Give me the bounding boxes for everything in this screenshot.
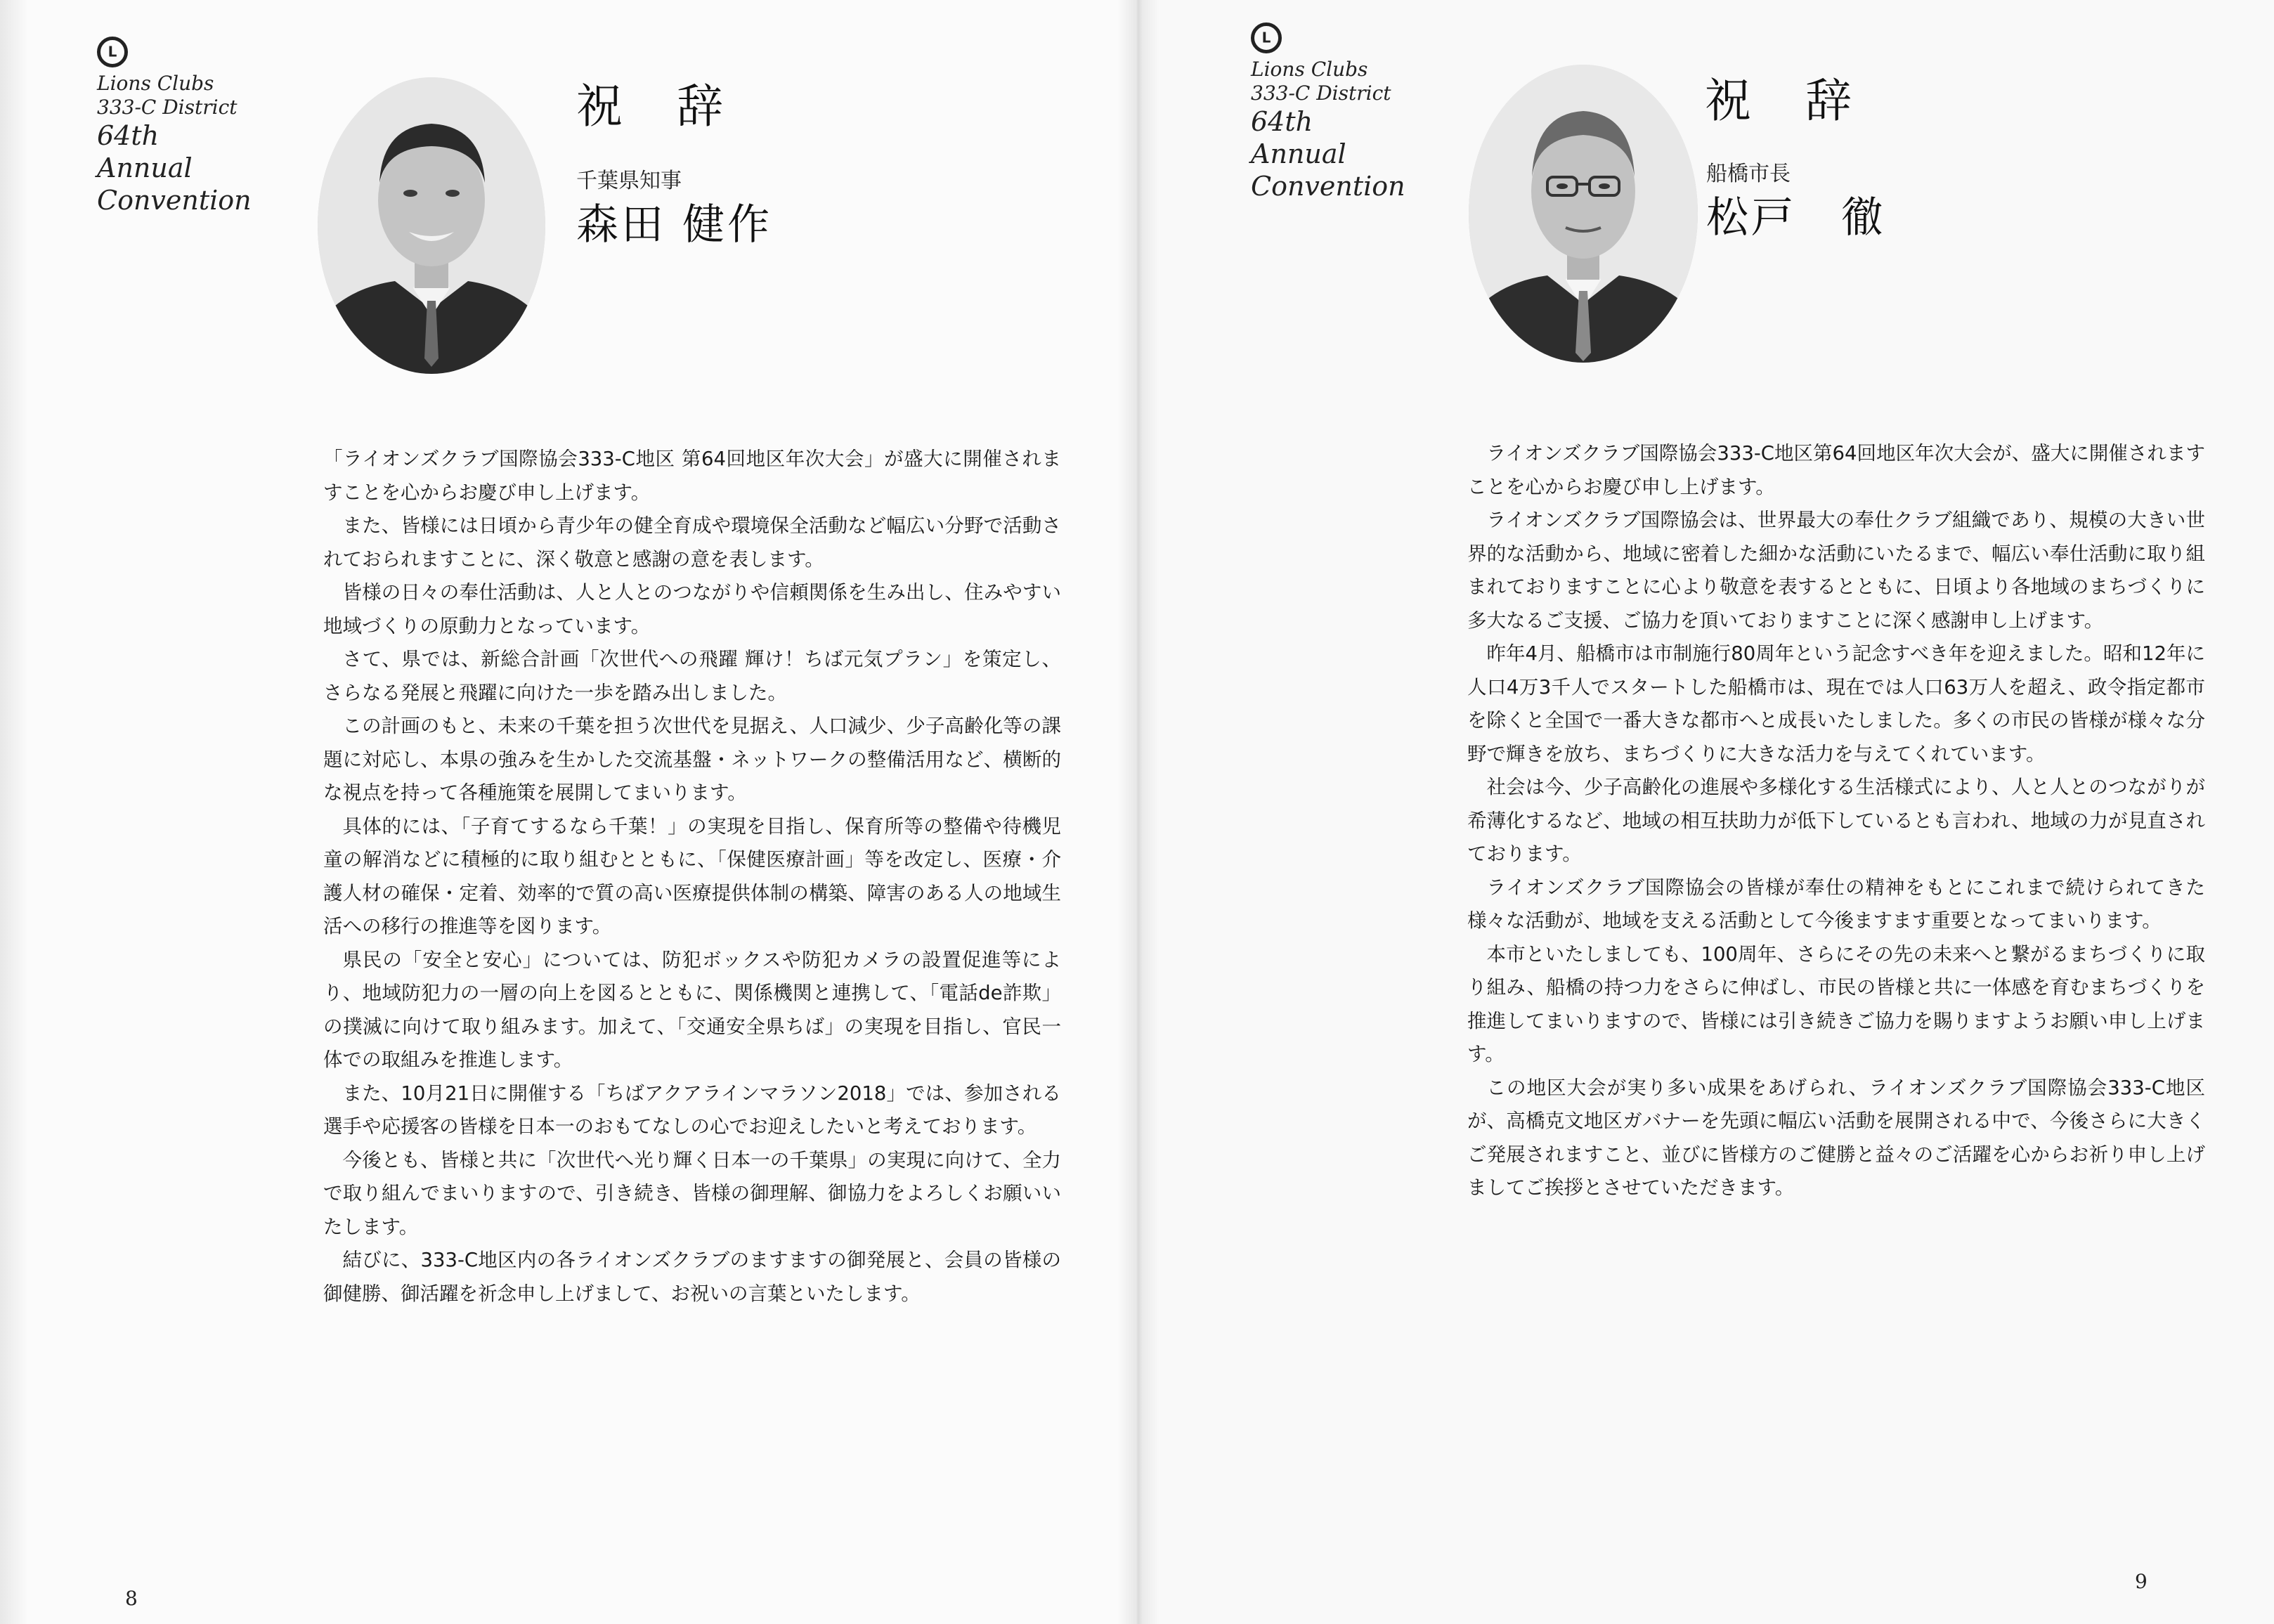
masthead [1251,22,1434,202]
masthead-line-org: Lions Clubs [97,72,214,95]
paragraph: 社会は今、少子高齢化の進展や多様化する生活様式により、人と人とのつながりが希薄化するなど、地域の相互扶助力が低下しているとも言われ、地域の力が見直されております。 [1467,776,2205,865]
paragraph: また、10月21日に開催する「ちばアクアラインマラソン2018」では、参加される選手や応援客の皆様を日本一のおもてなしの心でお迎えしたいと考えております。 [323,1081,1061,1138]
portrait-governor-image [318,77,545,374]
page-title: 祝 辞 [576,79,743,134]
book-gutter [1117,0,1159,1624]
paragraph: 本市といたしましても、100周年、さらにその先の未来へと繋がるまちづくりに取り組み、船橋の持つ力をさらに伸ばし、市民の皆様と共に一体感を育むまちづくりを推進してまいりますので、皆様には引き続きご協力を賜りますようお願い申し上げます。 [1467,942,2205,1065]
paragraph: ライオンズクラブ国際協会の皆様が奉仕の精神をもとにこれまで続けられてきた様々な活動が、地域を支える活動として今後ますます重要となってまいります。 [1467,876,2205,932]
masthead-line-org: Lions Clubs [1251,58,1368,81]
page-number: 9 [2135,1570,2148,1593]
page-number: 8 [125,1587,138,1610]
masthead-line-edition: 64th [1251,106,1313,137]
paragraph: ライオンズクラブ国際協会は、世界最大の奉仕クラブ組織であり、規模の大きい世界的な活動から、地域に密着した細かな活動にいたるまで、幅広い奉仕活動に取り組まれておりますことに心より敬意を表するとともに、日頃より各地域のまちづくりに多大なるご支援、ご協力を頂いておりますことに深く感謝申し上げます。 [1467,509,2205,632]
page-title: 祝 辞 [1705,74,1871,128]
masthead-line-convention: Convention [1251,171,1405,202]
portrait-governor [318,77,545,374]
portrait-mayor [1469,65,1698,363]
paragraph: この地区大会が実り多い成果をあげられ、ライオンズクラブ国際協会333-C地区が、高橋克文地区ガバナーを先頭に幅広い活動を展開される中で、今後さらに大きくご発展されますこと、並びに皆様方のご健勝と益々のご活躍を心からお祈り申し上げましてご挨拶とさせていただきます。 [1467,1076,2205,1199]
right-page [1137,0,2274,1624]
speaker-role: 千葉県知事 [576,169,682,193]
speaker-role: 船橋市長 [1706,162,1791,186]
page-edge-shadow [0,0,28,1624]
message-body [323,443,1061,1311]
paragraph: 今後とも、皆様と共に「次世代へ光り輝く日本一の千葉県」の実現に向けて、全力で取り組んでまいりますので、引き続き、皆様の御理解、御協力をよろしくお願いいたします。 [323,1148,1061,1238]
speaker-name: 森田 健作 [576,200,773,249]
paragraph: 県民の「安全と安心」については、防犯ボックスや防犯カメラの設置促進等により、地域防犯力の一層の向上を図るとともに、関係機関と連携して、「電話de詐欺」の撲滅に向けて取り組みます。加えて、「交通安全県ちば」の実現を目指し、官民一体での取組みを推進します。 [323,948,1061,1071]
masthead-line-edition: 64th [97,120,160,151]
paragraph: 具体的には、「子育てするなら千葉！」の実現を目指し、保育所等の整備や待機児童の解消などに積極的に取り組むとともに、「保健医療計画」等を改定し、医療・介護人材の確保・定着、効率的で質の高い医療提供体制の構築、障害のある人の地域生活への移行の推進等を図ります。 [323,814,1061,937]
paragraph: 昨年4月、船橋市は市制施行80周年という記念すべき年を迎えました。昭和12年に人口4万3千人でスタートした船橋市は、現在では人口63万人を超え、政令指定都市を除くと全国で一番大きな都市へと成長いたしました。多くの市民の皆様が様々な分野で輝きを放ち、まちづくりに大きな活力を与えてくれています。 [1467,642,2205,765]
masthead [97,37,280,216]
paragraph: 皆様の日々の奉仕活動は、人と人とのつながりや信頼関係を生み出し、住みやすい地域づくりの原動力となっています。 [323,581,1061,637]
paragraph: さて、県では、新総合計画「次世代への飛躍 輝け！ちば元気プラン」を策定し、さらなる発展と飛躍に向けた一歩を踏み出しました。 [323,648,1061,704]
lions-logo-icon [97,37,128,67]
masthead-line-annual: Annual [97,152,193,183]
paragraph: 「ライオンズクラブ国際協会333-C地区 第64回地区年次大会」が盛大に開催されますことを心からお慶び申し上げます。 [323,448,1061,504]
speaker-name: 松戸 徹 [1706,193,1886,242]
paragraph: また、皆様には日頃から青少年の健全育成や環境保全活動など幅広い分野で活動されておられますことに、深く敬意と感謝の意を表します。 [323,514,1061,571]
portrait-mayor-image [1469,65,1698,363]
message-body [1467,437,2205,1205]
masthead-line-district: 333-C District [1251,82,1391,105]
paragraph: ライオンズクラブ国際協会333-C地区第64回地区年次大会が、盛大に開催されますことを心からお慶び申し上げます。 [1467,442,2205,498]
masthead-line-annual: Annual [1251,138,1346,169]
paragraph: 結びに、333-C地区内の各ライオンズクラブのますますの御発展と、会員の皆様の御健勝、御活躍を祈念申し上げまして、お祝いの言葉といたします。 [323,1249,1061,1305]
masthead-line-district: 333-C District [97,96,238,119]
lions-logo-icon [1251,22,1282,53]
masthead-line-convention: Convention [97,185,252,216]
paragraph: この計画のもと、未来の千葉を担う次世代を見据え、人口減少、少子高齢化等の課題に対応し、本県の強みを生かした交流基盤・ネットワークの整備活用など、横断的な視点を持って各種施策を展開してまいります。 [323,715,1061,804]
